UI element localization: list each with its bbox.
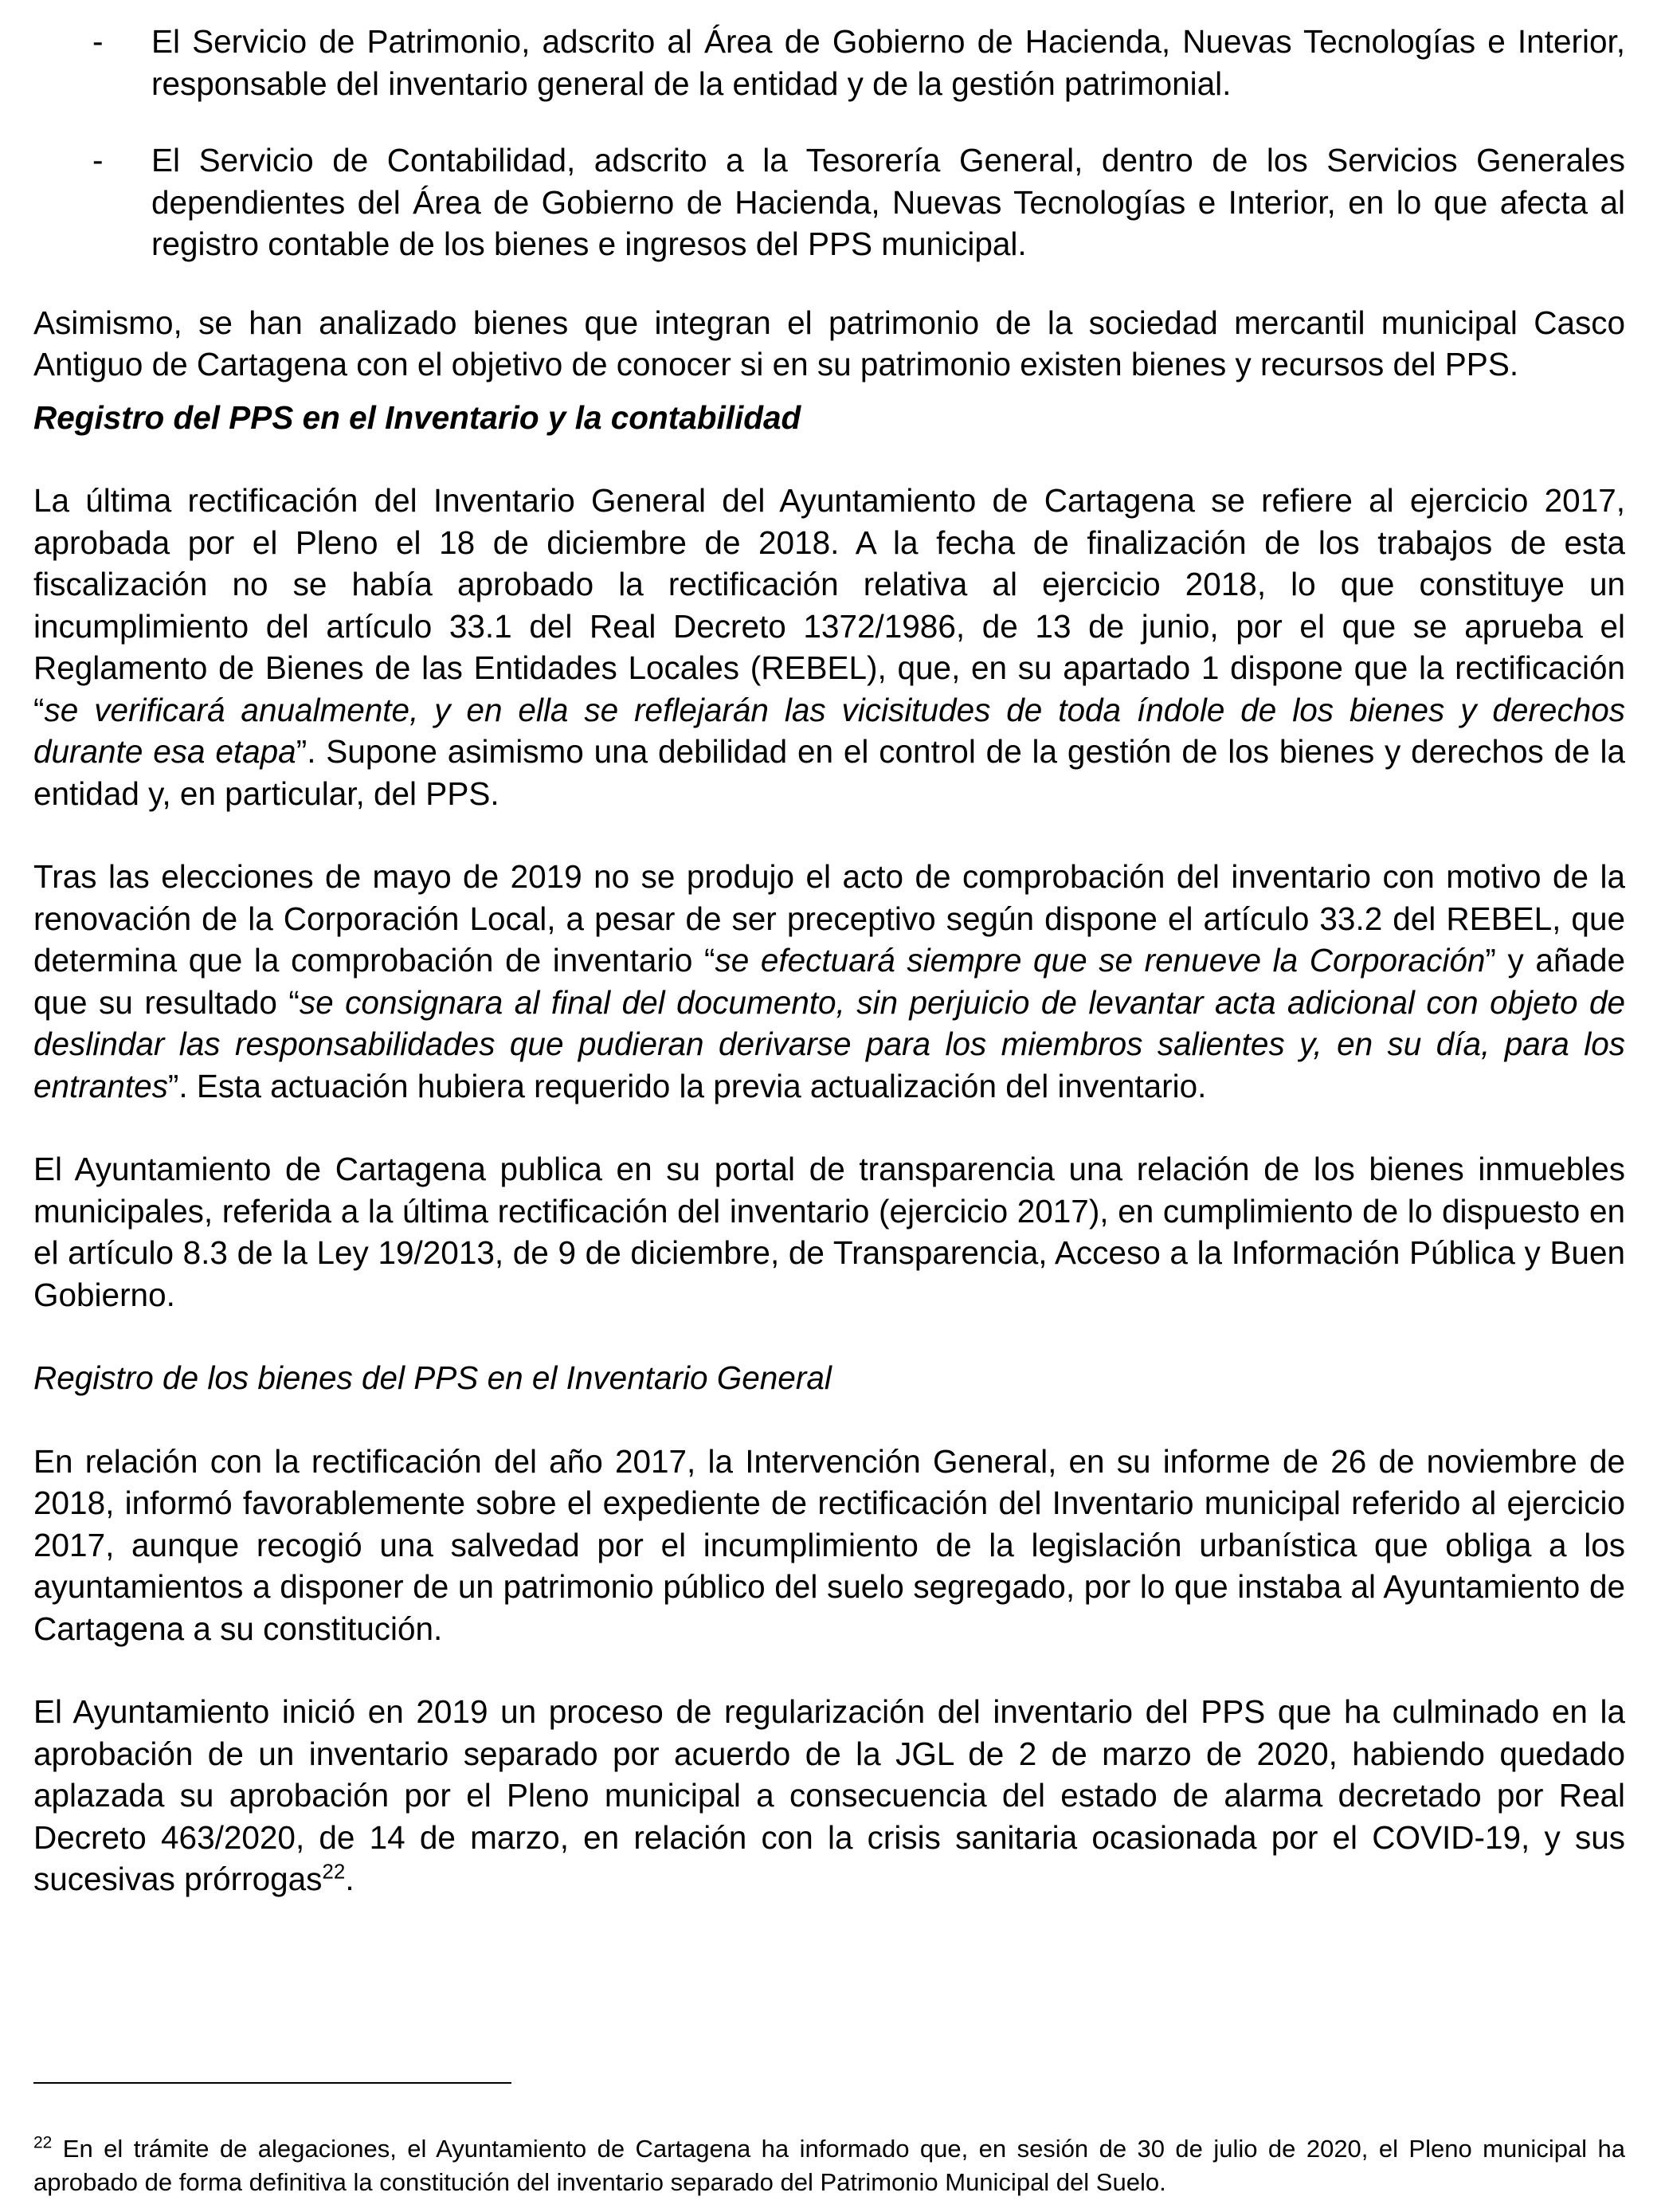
paragraph-text: Tras las elecciones de mayo de 2019 no se produjo el acto de comprobación del inventario con motivo de la renovación de la Corporación Local, a pesar de ser preceptivo según dispone el artículo 33.2 del REBEL, que determina que la comprobación de inventario “ <box>33 858 1625 979</box>
list-item-text: El Servicio de Patrimonio, adscrito al Área de Gobierno de Hacienda, Nuevas Tecnologías e Interior, responsable del inventario general de la entidad y de la gestión patrimonial. <box>151 23 1625 102</box>
paragraph-rectificacion <box>33 480 1625 814</box>
quoted-text: se efectuará siempre que se renueve la Corporación <box>715 942 1486 979</box>
paragraph-asimismo: Asimismo, se han analizado bienes que integran el patrimonio de la sociedad mercantil municipal Casco Antiguo de Cartagena con el objetivo de conocer si en su patrimonio existen bienes y recursos del PPS. <box>33 304 1625 382</box>
paragraph-intervencion: En relación con la rectificación del año 2017, la Intervención General, en su informe de 26 de noviembre de 2018, informó favorablemente sobre el expediente de rectificación del Inventario municipal referido al ejercicio 2017, aunque recogió una salvedad por el incumplimiento de la legislación urbanística que obliga a los ayuntamientos a disponer de un patrimonio público del suelo segregado, por lo que instaba al Ayuntamiento de Cartagena a su constitución. <box>33 1442 1625 1647</box>
quoted-text: se verificará anualmente, y en ella se reflejarán las vicisitudes de toda índole de los bienes y derechos durante esa etapa <box>33 691 1625 770</box>
paragraph-transparencia: El Ayuntamiento de Cartagena publica en su portal de transparencia una relación de los bienes inmuebles municipales, referida a la última rectificación del inventario (ejercicio 2017), en cumplimiento de lo dispuesto en el artículo 8.3 de la Ley 19/2013, de 9 de diciembre, de Transparencia, Acceso a la Información Pública y Buen Gobierno. <box>33 1151 1625 1313</box>
paragraph-text: ”. Supone asimismo una debilidad en el control de la gestión de los bienes y derechos de la entidad y, en particular, del PPS. <box>33 733 1626 812</box>
section-heading-registro-bienes: Registro de los bienes del PPS en el Inventario General <box>33 1359 832 1396</box>
list-item-text: El Servicio de Contabilidad, adscrito a la Tesorería General, dentro de los Servicios Generales dependientes del Área de Gobierno de Hacienda, Nuevas Tecnologías e Interior, en lo que afecta al registro contable de los bienes e ingresos del PPS municipal. <box>151 142 1625 262</box>
paragraph-text: ”. Esta actuación hubiera requerido la previa actualización del inventario. <box>167 1067 1207 1104</box>
quoted-text: se consignara al final del documento, sin perjuicio de levantar acta adicional con objeto de deslindar las responsabilidades que pudieran derivarse para los miembros salientes y, en su día, para los entrantes <box>33 983 1626 1104</box>
paragraph-text: La última rectificación del Inventario General del Ayuntamiento de Cartagena se refiere al ejercicio 2017, aprobada por el Pleno el 18 de diciembre de 2018. A la fecha de finalización de los trabajos de esta fiscalización no se había aprobado la rectificación relativa al ejercicio 2018, lo que constituye un incumplimiento del artículo 33.1 del Real Decreto 1372/1986, de 13 de junio, por el que se aprueba el Reglamento de Bienes de las Entidades Locales (REBEL), que, en su apartado 1 dispone que la rectificación “ <box>33 482 1625 728</box>
list-item <box>33 21 1625 104</box>
footnote-separator <box>33 2082 511 2084</box>
section-heading-registro-pps: Registro del PPS en el Inventario y la contabilidad <box>33 398 801 436</box>
document-body <box>33 21 1625 1900</box>
list-bullet: - <box>92 23 104 60</box>
list-bullet: - <box>92 142 104 178</box>
list-item <box>33 139 1625 265</box>
paragraph-text: . <box>345 1861 355 1897</box>
footnote-number: 22 <box>33 2133 53 2152</box>
paragraph-text: El Ayuntamiento inició en 2019 un proceso de regularización del inventario del PPS que ha culminado en la aprobación de un inventario separado por acuerdo de la JGL de 2 de marzo de 2020, habiendo quedado aplazada su aprobación por el Pleno municipal a consecuencia del estado de alarma decretado por Real Decreto 463/2020, de 14 de marzo, en relación con la crisis sanitaria ocasionada por el COVID-19, y sus sucesivas prórrogas <box>33 1693 1625 1897</box>
footnote-text: En el trámite de alegaciones, el Ayuntamiento de Cartagena ha informado que, en sesión de 30 de julio de 2020, el Pleno municipal ha aprobado de forma definitiva la constitución del inventario separado del Patrimonio Municipal del Suelo. <box>33 2135 1625 2196</box>
paragraph-regularizacion <box>33 1691 1625 1900</box>
footnote <box>33 2132 1625 2199</box>
footnote-reference[interactable]: 22 <box>322 1859 346 1884</box>
paragraph-elecciones <box>33 856 1625 1107</box>
paragraph-text: ” y añade que su resultado “ <box>33 942 1625 1021</box>
